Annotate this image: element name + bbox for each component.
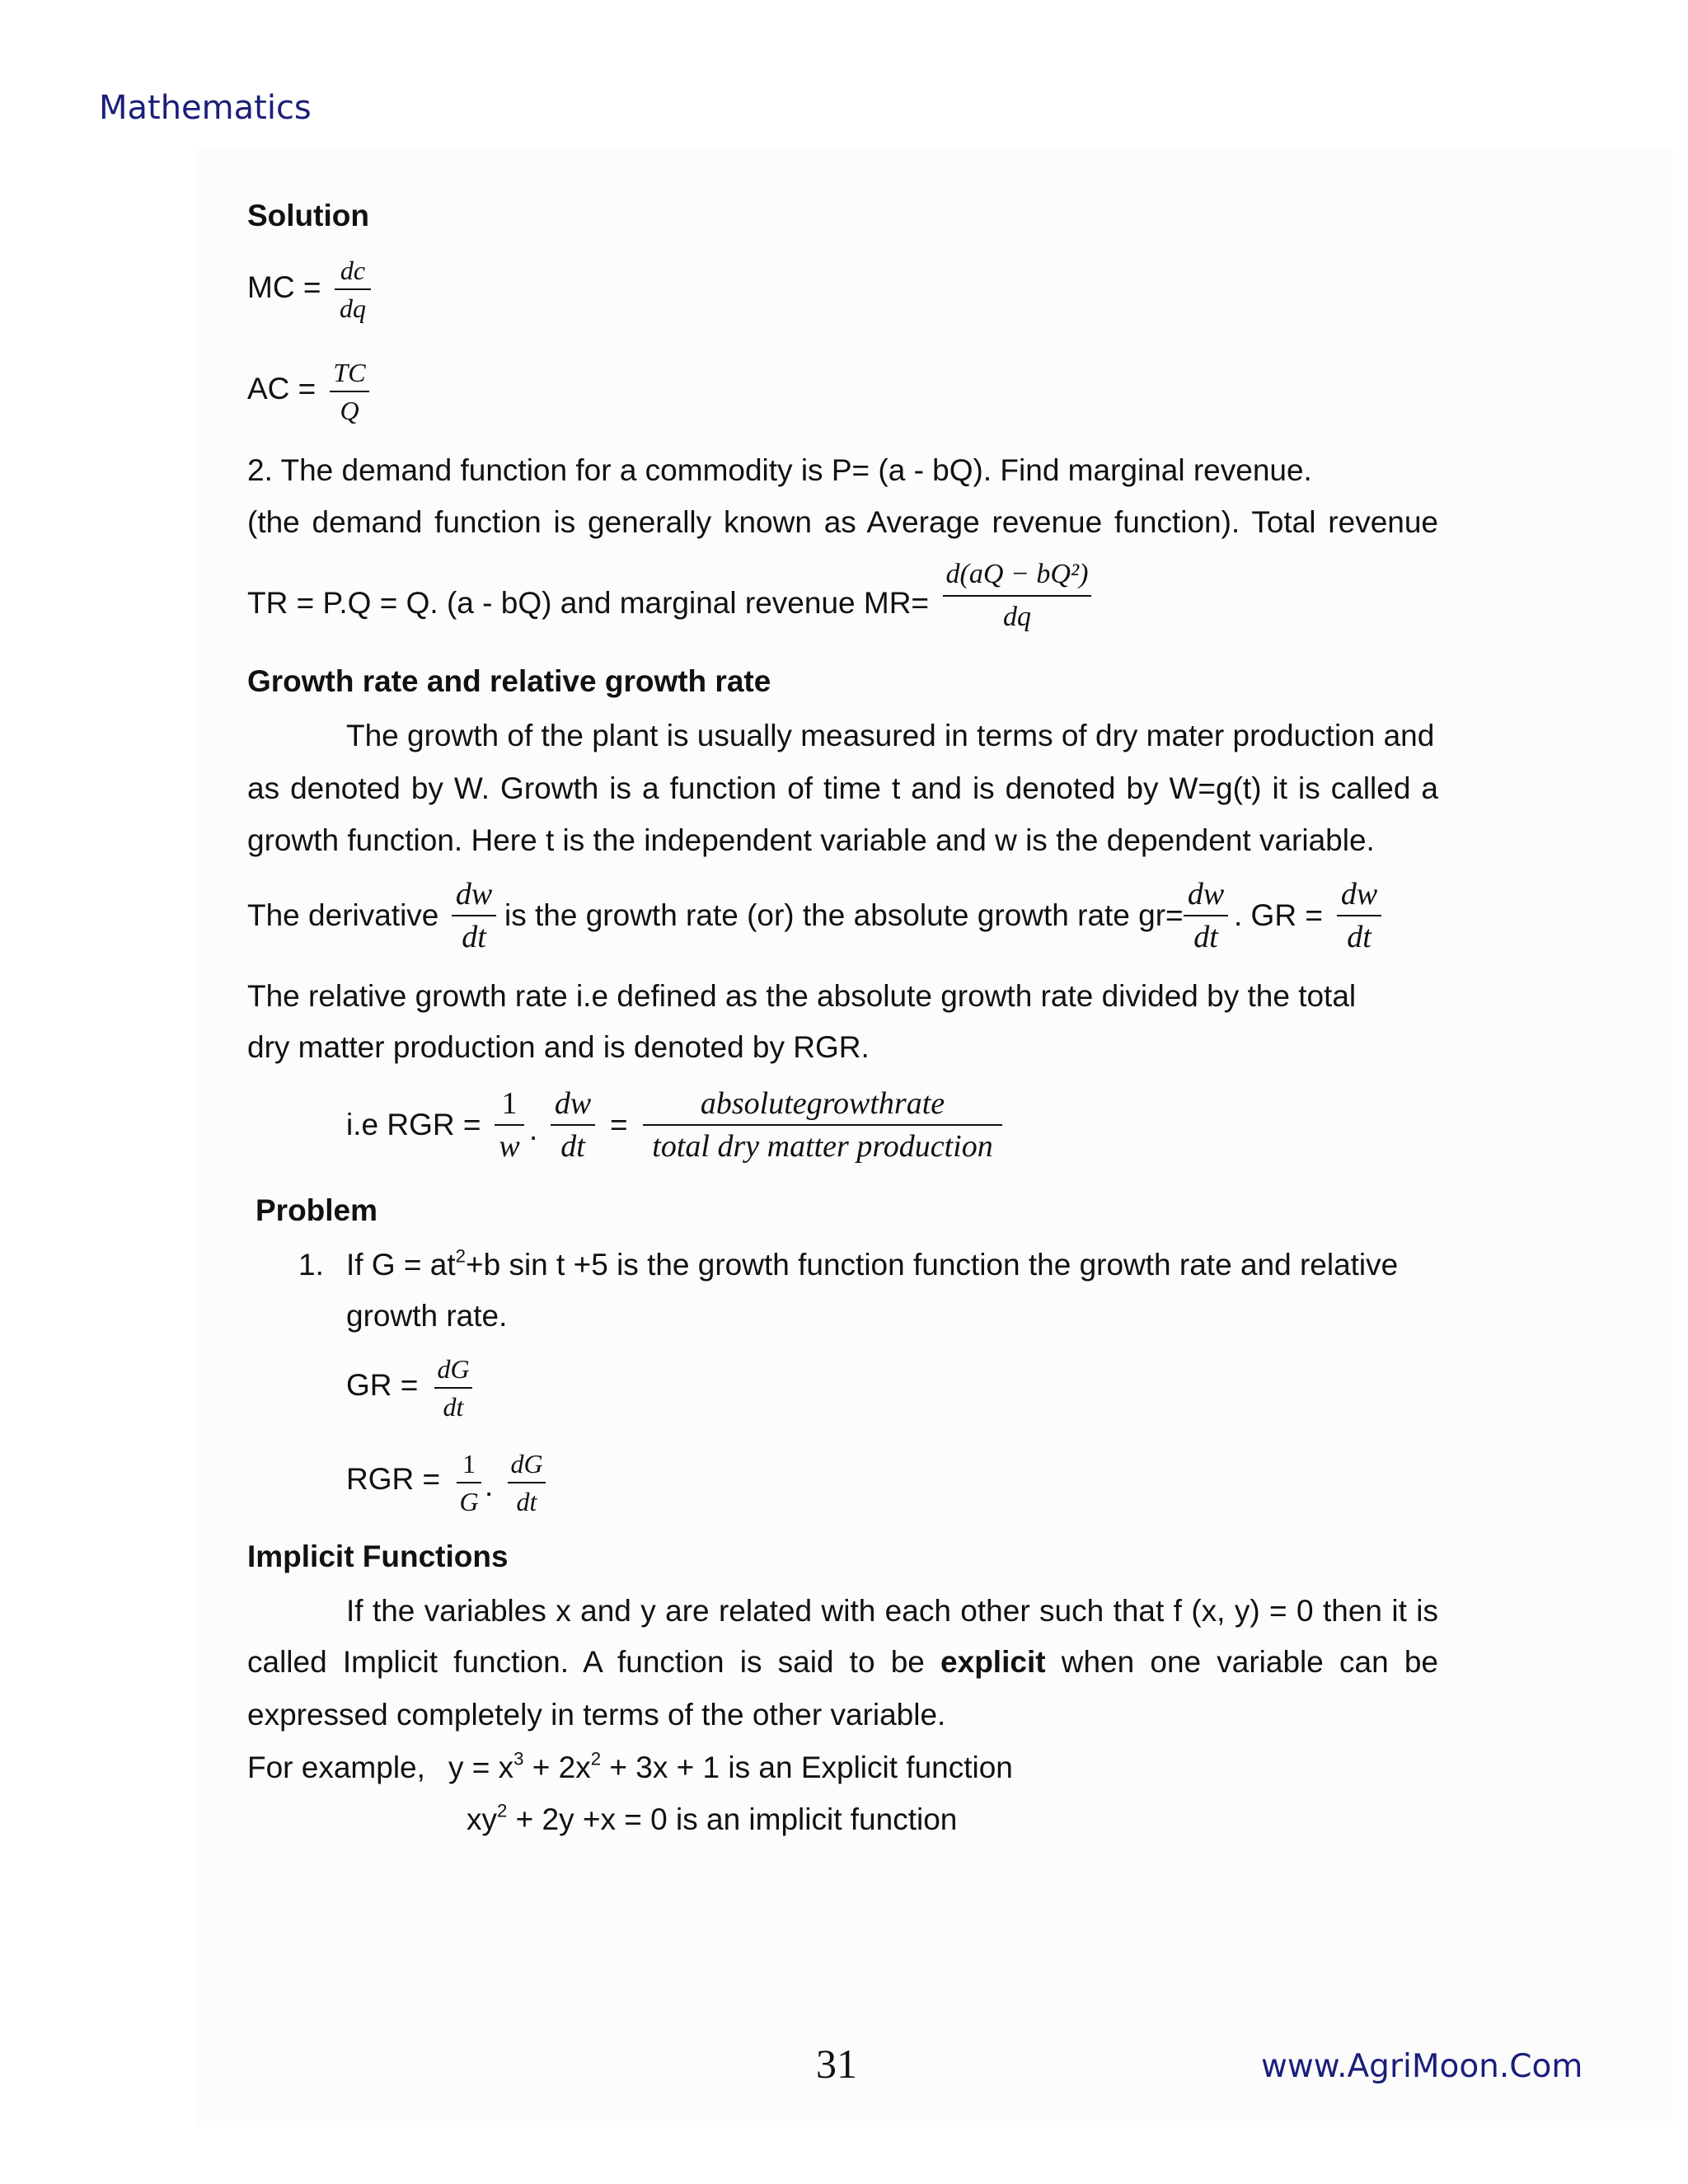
implicit-line-2 bbox=[247, 1647, 1438, 1677]
dt-denominator: dt bbox=[516, 1487, 537, 1516]
rgr-label: i.e RGR = bbox=[346, 1108, 481, 1141]
dt-denominator: dt bbox=[443, 1392, 464, 1422]
dw-numerator: dw bbox=[455, 877, 493, 912]
fraction-bar bbox=[452, 915, 496, 916]
dw-dt-fraction bbox=[1184, 879, 1228, 953]
ac-label: AC = bbox=[247, 372, 316, 405]
equals-sign: = bbox=[610, 1108, 628, 1141]
fraction-bar bbox=[943, 595, 1091, 597]
dw-dt-fraction bbox=[452, 879, 496, 953]
G-denominator: G bbox=[459, 1487, 479, 1516]
relative-line-2: dry matter production and is denoted by RGR. bbox=[247, 1030, 870, 1064]
derivative-text-a: The derivative bbox=[247, 898, 439, 932]
growth-heading: Growth rate and relative growth rate bbox=[247, 664, 771, 698]
fraction-bar bbox=[434, 1387, 472, 1389]
superscript: 3 bbox=[513, 1748, 524, 1769]
ac-numerator: TC bbox=[333, 358, 366, 387]
mc-fraction bbox=[335, 257, 371, 321]
fraction-bar bbox=[495, 1124, 524, 1126]
mc-numerator: dc bbox=[340, 255, 366, 285]
demand-line-2: (the demand function is generally known as Average revenue function). Total revenue bbox=[247, 505, 1438, 539]
demand-line-1: 2. The demand function for a commodity is P= (a - bQ). Find marginal revenue. bbox=[247, 453, 1312, 487]
problem-item-line-2: growth rate. bbox=[346, 1299, 508, 1333]
page-number: 31 bbox=[816, 2041, 857, 2087]
fraction-bar bbox=[551, 1124, 595, 1126]
dG-numerator: dG bbox=[510, 1449, 543, 1479]
one-numerator: 1 bbox=[462, 1449, 476, 1479]
mc-denominator: dq bbox=[340, 293, 366, 323]
fraction-bar bbox=[335, 288, 371, 290]
relative-line-1: The relative growth rate i.e defined as the absolute growth rate divided by the total bbox=[247, 979, 1357, 1013]
example-label: For example, bbox=[247, 1750, 425, 1784]
implicit-heading: Implicit Functions bbox=[247, 1540, 509, 1573]
equation-text: y = x bbox=[448, 1750, 514, 1784]
fraction-bar bbox=[1184, 915, 1228, 916]
mr-numerator: d(aQ − bQ²) bbox=[945, 559, 1089, 589]
derivative-text-b: is the growth rate (or) the absolute growth rate gr= bbox=[504, 898, 1184, 932]
dG-dt-fraction bbox=[434, 1356, 472, 1420]
ac-denominator: Q bbox=[340, 396, 359, 425]
implicit-text: when one variable can be bbox=[1061, 1645, 1439, 1679]
dw-numerator: dw bbox=[1187, 877, 1225, 912]
w-denominator: w bbox=[499, 1129, 520, 1164]
dw-numerator: dw bbox=[1340, 877, 1378, 912]
derivative-text-c: . GR = bbox=[1234, 898, 1323, 932]
dw-dt-fraction bbox=[1337, 879, 1381, 953]
dt-denominator: dt bbox=[1193, 920, 1218, 954]
dot-operator: . bbox=[529, 1113, 538, 1146]
fraction-bar bbox=[643, 1124, 1002, 1126]
problem-text: +b sin t +5 is the growth function function the growth rate and relative bbox=[466, 1248, 1399, 1282]
explicit-term: explicit bbox=[940, 1645, 1046, 1679]
explicit-example bbox=[448, 1748, 1013, 1784]
dw-dt-fraction bbox=[551, 1088, 595, 1162]
total-dry-matter-denominator: total dry matter production bbox=[652, 1129, 993, 1164]
ac-fraction bbox=[330, 359, 369, 424]
equation-text: + 2y +x = 0 is an implicit function bbox=[507, 1802, 958, 1836]
equation-text: xy bbox=[467, 1802, 497, 1836]
one-over-w-fraction bbox=[495, 1088, 524, 1162]
one-over-G-fraction bbox=[457, 1451, 481, 1515]
solution-heading: Solution bbox=[247, 199, 369, 232]
problem-text: If G = at bbox=[346, 1248, 456, 1282]
one-numerator: 1 bbox=[501, 1086, 518, 1121]
mr-denominator: dq bbox=[1003, 602, 1031, 632]
implicit-line-3: expressed completely in terms of the other variable. bbox=[247, 1698, 946, 1732]
fraction-bar bbox=[330, 391, 369, 392]
demand-line-3: TR = P.Q = Q. (a - bQ) and marginal revenue MR= bbox=[247, 586, 930, 620]
dG-numerator: dG bbox=[437, 1354, 470, 1384]
dot-operator: . bbox=[485, 1469, 494, 1502]
mr-fraction bbox=[943, 560, 1091, 631]
growth-para-line-3: growth function. Here t is the independent variable and w is the dependent variable. bbox=[247, 823, 1375, 857]
gr-label: GR = bbox=[346, 1368, 419, 1402]
dG-dt-fraction bbox=[508, 1451, 546, 1515]
rgr-problem-label: RGR = bbox=[346, 1462, 441, 1496]
fraction-bar bbox=[508, 1482, 546, 1483]
growth-para-line-2: as denoted by W. Growth is a function of time t and is denoted by W=g(t) it is called a bbox=[247, 771, 1438, 805]
implicit-line-1: If the variables x and y are related with each other such that f (x, y) = 0 then it is bbox=[346, 1594, 1438, 1628]
rgr-big-fraction bbox=[643, 1088, 1002, 1162]
superscript: 2 bbox=[590, 1748, 602, 1769]
superscript: 2 bbox=[455, 1245, 466, 1267]
absolute-growth-rate-numerator: absolutegrowthrate bbox=[700, 1086, 945, 1121]
fraction-bar bbox=[457, 1482, 481, 1483]
dt-denominator: dt bbox=[1347, 920, 1372, 954]
fraction-bar bbox=[1337, 915, 1381, 916]
problem-heading: Problem bbox=[256, 1193, 378, 1227]
growth-para-line-1: The growth of the plant is usually measured in terms of dry mater production and bbox=[346, 719, 1435, 752]
mc-label: MC = bbox=[247, 270, 321, 304]
dt-denominator: dt bbox=[462, 920, 486, 954]
dw-numerator: dw bbox=[554, 1086, 592, 1121]
running-header: Mathematics bbox=[99, 89, 312, 127]
problem-item-number: 1. bbox=[298, 1248, 324, 1282]
equation-text: + 3x + 1 is an Explicit function bbox=[601, 1750, 1013, 1784]
website-link[interactable]: www.AgriMoon.Com bbox=[1261, 2048, 1583, 2085]
superscript: 2 bbox=[497, 1800, 508, 1821]
implicit-text: called Implicit function. A function is said to be bbox=[247, 1645, 925, 1679]
dt-denominator: dt bbox=[560, 1129, 585, 1164]
equation-text: + 2x bbox=[523, 1750, 591, 1784]
problem-item-line-1 bbox=[346, 1245, 1399, 1282]
implicit-example bbox=[467, 1800, 958, 1836]
